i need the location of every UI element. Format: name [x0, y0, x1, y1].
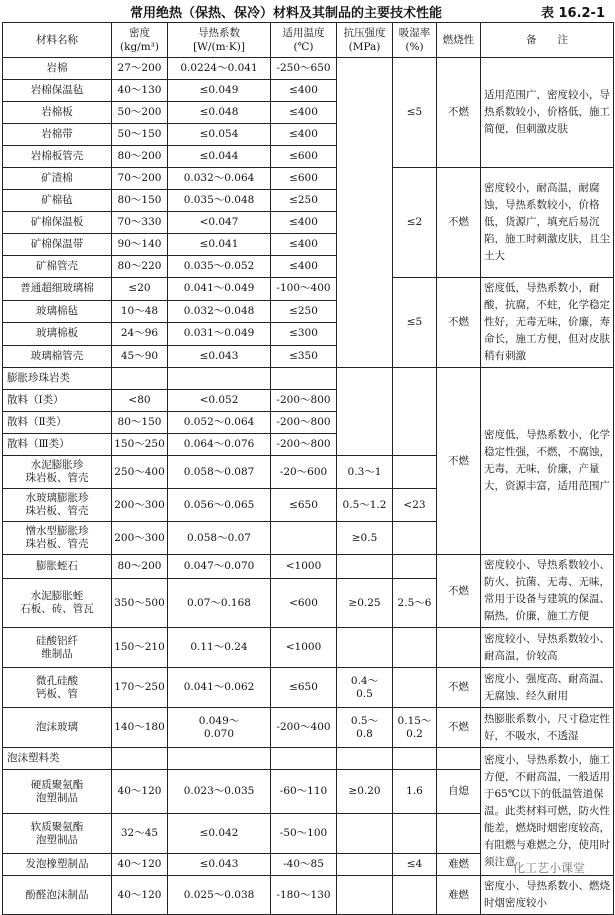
moisture: ≤5 [393, 58, 437, 168]
conductivity: 0.032～0.064 [168, 168, 271, 190]
category-name: 膨胀珍珠岩类 [3, 368, 112, 390]
strength: 0.5～1.2 [337, 489, 393, 522]
density: 80～200 [112, 146, 168, 168]
material-name: 水泥膨胀蛭 石板、砖、管瓦 [3, 579, 112, 628]
temperature: ≤400 [271, 102, 337, 124]
conductivity: 0.041～0.062 [168, 668, 271, 708]
flammability: 难燃 [437, 876, 481, 915]
density: 170～250 [112, 668, 168, 708]
material-name: 膨胀蛭石 [3, 555, 112, 579]
strength [337, 814, 393, 854]
density: 50～150 [112, 124, 168, 146]
density: 80～220 [112, 256, 168, 278]
temperature: -200～800 [271, 390, 337, 412]
conductivity: 0.031～0.049 [168, 323, 271, 346]
density: 70～200 [112, 168, 168, 190]
remark: 密度低，导热系数小，耐酸，抗腐，不蛀，化学稳定性好，无毒无味，价廉，寿命长，施工方便，但对皮肤稍有刺激 [481, 278, 614, 368]
temperature: ≤400 [271, 212, 337, 234]
moisture: ≤2 [393, 168, 437, 278]
temperature: <1000 [271, 628, 337, 668]
material-name: 水玻璃膨胀珍 珠岩板、管壳 [3, 489, 112, 522]
strength: ≥0.5 [337, 522, 393, 555]
col-flammability: 燃烧性 [437, 23, 481, 58]
conductivity: 0.058～0.07 [168, 522, 271, 555]
empty-cell [112, 748, 168, 770]
moisture: ≤5 [393, 278, 437, 368]
material-name: 矿棉管壳 [3, 256, 112, 278]
conductivity: 0.025～0.038 [168, 876, 271, 915]
conductivity: 0.023～0.035 [168, 770, 271, 814]
temperature: -50～100 [271, 814, 337, 854]
flammability: 不燃 [437, 278, 481, 368]
moisture [393, 628, 437, 668]
strength [337, 748, 393, 770]
strength [337, 58, 393, 368]
table-container [2, 22, 613, 909]
temperature: -100～400 [271, 278, 337, 301]
density: 150～210 [112, 628, 168, 668]
table-row [3, 876, 614, 915]
density: 80～200 [112, 555, 168, 579]
material-name: 矿棉保温板 [3, 212, 112, 234]
strength [337, 876, 393, 915]
density: 24～96 [112, 323, 168, 346]
temperature: ≤650 [271, 489, 337, 522]
conductivity: 0.058～0.087 [168, 456, 271, 489]
remark: 热膨胀系数小，尺寸稳定性好，不吸水，不透湿 [481, 708, 614, 748]
moisture [393, 456, 437, 489]
conductivity: 0.056～0.065 [168, 489, 271, 522]
temperature: ≤400 [271, 124, 337, 146]
temperature: -180～130 [271, 876, 337, 915]
conductivity: <0.052 [168, 390, 271, 412]
conductivity: 0.035～0.048 [168, 190, 271, 212]
temperature: <600 [271, 579, 337, 628]
conductivity: 0.0224～0.041 [168, 58, 271, 80]
col-density: 密度 (kg/m³) [112, 23, 168, 58]
moisture [393, 555, 437, 579]
conductivity: 0.047～0.070 [168, 555, 271, 579]
temperature: -20～600 [271, 456, 337, 489]
density: 140～180 [112, 708, 168, 748]
flammability: 不燃 [437, 58, 481, 168]
strength: 0.3～1 [337, 456, 393, 489]
table-row [3, 708, 614, 748]
material-name: 矿渣棉 [3, 168, 112, 190]
col-conductivity: 导热系数 [W/(m·K)] [168, 23, 271, 58]
material-name: 散料（Ⅰ类） [3, 390, 112, 412]
density: 80～150 [112, 190, 168, 212]
table-row [3, 58, 614, 80]
material-name: 玻璃棉毡 [3, 300, 112, 323]
material-name: 岩棉板管壳 [3, 146, 112, 168]
density: 45～90 [112, 345, 168, 368]
flammability: 难燃 [437, 854, 481, 876]
material-name: 玻璃棉板 [3, 323, 112, 346]
table-row [3, 368, 614, 390]
density: 90～140 [112, 234, 168, 256]
empty-cell [271, 748, 337, 770]
temperature: ≤250 [271, 190, 337, 212]
remark: 密度较小、导热系数较小、耐高温，价较高 [481, 628, 614, 668]
conductivity: 0.11～0.24 [168, 628, 271, 668]
strength: 0.4～ 0.5 [337, 668, 393, 708]
col-remarks: 备 注 [481, 23, 614, 58]
strength: 0.5～ 0.8 [337, 708, 393, 748]
material-name: 散料（Ⅲ类） [3, 434, 112, 456]
remark: 密度小，导热系数小，施工方便，不耐高温，一般适用于65℃以下的低温管道保温。此类材料可燃，防火性能差，燃烧时烟密度较高，有阻燃与难燃之分，使用时须注意 [481, 748, 614, 876]
material-name: 泡沫玻璃 [3, 708, 112, 748]
empty-cell [168, 368, 271, 390]
conductivity: ≤0.042 [168, 814, 271, 854]
material-name: 矿棉毡 [3, 190, 112, 212]
remark: 密度小、导热系数小、燃烧时烟密度较小 [481, 876, 614, 915]
material-name: 岩棉 [3, 58, 112, 80]
conductivity: ≤0.054 [168, 124, 271, 146]
conductivity: 0.049～ 0.070 [168, 708, 271, 748]
temperature: ≤650 [271, 668, 337, 708]
conductivity: ≤0.049 [168, 80, 271, 102]
table-row [3, 555, 614, 579]
remark: 密度较小、导热系数较小、防火、抗菌、无毒、无味，常用于设备与建筑的保温、隔热，价廉，施工方便 [481, 555, 614, 628]
material-name: 硬质聚氨酯 泡塑制品 [3, 770, 112, 814]
density: 32～45 [112, 814, 168, 854]
material-name: 微孔硅酸 钙板、管 [3, 668, 112, 708]
conductivity: ≤0.044 [168, 146, 271, 168]
flammability [437, 748, 481, 770]
material-name: 岩棉保温毡 [3, 80, 112, 102]
material-name: 散料（Ⅱ类） [3, 412, 112, 434]
temperature: ≤300 [271, 323, 337, 346]
strength: ≥0.20 [337, 770, 393, 814]
temperature: ≤400 [271, 80, 337, 102]
density: 40～130 [112, 80, 168, 102]
flammability: 不燃 [437, 708, 481, 748]
density: <80 [112, 390, 168, 412]
flammability [437, 814, 481, 854]
conductivity: ≤0.041 [168, 234, 271, 256]
moisture: 0.15～ 0.2 [393, 708, 437, 748]
material-name: 发泡橡塑制品 [3, 854, 112, 876]
remark: 密度小、强度高、耐高温、无腐蚀、经久耐用 [481, 668, 614, 708]
density: 200～300 [112, 489, 168, 522]
flammability: 不燃 [437, 668, 481, 708]
properties-table [2, 22, 614, 915]
moisture [393, 522, 437, 555]
flammability: 自熄 [437, 770, 481, 814]
density: 200～300 [112, 522, 168, 555]
conductivity: 0.035～0.052 [168, 256, 271, 278]
material-name: 普通超细玻璃棉 [3, 278, 112, 301]
empty-cell [112, 368, 168, 390]
conductivity: ≤0.043 [168, 854, 271, 876]
temperature: ≤600 [271, 168, 337, 190]
col-moisture: 吸湿率 (%) [393, 23, 437, 58]
col-temperature: 适用温度 (℃) [271, 23, 337, 58]
material-name: 玻璃棉管壳 [3, 345, 112, 368]
moisture [393, 876, 437, 915]
temperature: -200～800 [271, 434, 337, 456]
density: 80～150 [112, 412, 168, 434]
moisture: 1.6 [393, 770, 437, 814]
watermark-text: 化工艺小课堂 [512, 861, 585, 875]
density: 10～48 [112, 300, 168, 323]
category-name: 泡沫塑料类 [3, 748, 112, 770]
remark: 密度较小，耐高温，耐腐蚀，导热系数较小，价格低，货源广，填充后易沉陷，施工时刺激皮肤，且尘土大 [481, 168, 614, 278]
density: 50～200 [112, 102, 168, 124]
conductivity: 0.064～0.076 [168, 434, 271, 456]
conductivity: <0.047 [168, 212, 271, 234]
density: 40～120 [112, 876, 168, 915]
density: 27～200 [112, 58, 168, 80]
material-name: 软质聚氨酯 泡塑制品 [3, 814, 112, 854]
material-name: 硅酸铝纤 维制品 [3, 628, 112, 668]
temperature: ≤400 [271, 256, 337, 278]
material-name: 岩棉带 [3, 124, 112, 146]
moisture [393, 668, 437, 708]
col-strength: 抗压强度 (MPa) [337, 23, 393, 58]
col-material: 材料名称 [3, 23, 112, 58]
density: 70～330 [112, 212, 168, 234]
flammability: 不燃 [437, 555, 481, 628]
material-name: 酚醛泡沫制品 [3, 876, 112, 915]
material-name: 憎水型膨胀珍 珠岩板、管壳 [3, 522, 112, 555]
strength [337, 854, 393, 876]
density: 40～120 [112, 770, 168, 814]
temperature: ≤400 [271, 234, 337, 256]
empty-cell [271, 368, 337, 390]
temperature: -200～800 [271, 412, 337, 434]
temperature: ≤350 [271, 345, 337, 368]
table-title-bar [0, 0, 615, 22]
density: 40～120 [112, 854, 168, 876]
flammability: 不燃 [437, 368, 481, 555]
strength [337, 368, 393, 456]
table-row [3, 748, 614, 770]
strength: ≥0.25 [337, 579, 393, 628]
flammability: 不燃 [437, 168, 481, 278]
temperature: -60～110 [271, 770, 337, 814]
remark: 适用范围广，密度较小，导热系数较小，价格低，施工简便，但刺激皮肤 [481, 58, 614, 168]
table-row [3, 628, 614, 668]
table-row [3, 168, 614, 190]
moisture: <23 [393, 489, 437, 522]
moisture: 2.5～6 [393, 579, 437, 628]
material-name: 水泥膨胀珍 珠岩板、管壳 [3, 456, 112, 489]
strength [337, 628, 393, 668]
temperature: ≤600 [271, 146, 337, 168]
temperature: ≤250 [271, 300, 337, 323]
temperature: <1000 [271, 555, 337, 579]
conductivity: ≤0.048 [168, 102, 271, 124]
density: ≤20 [112, 278, 168, 301]
temperature [271, 522, 337, 555]
density: 350～500 [112, 579, 168, 628]
moisture: ≤4 [393, 854, 437, 876]
empty-cell [168, 748, 271, 770]
moisture [393, 748, 437, 770]
table-row [3, 278, 614, 301]
material-name: 岩棉板 [3, 102, 112, 124]
conductivity: 0.032～0.048 [168, 300, 271, 323]
table-number: 表 16.2-1 [540, 6, 605, 21]
conductivity: 0.052～0.064 [168, 412, 271, 434]
table-header [3, 23, 614, 58]
moisture [393, 814, 437, 854]
strength [337, 555, 393, 579]
temperature: -40～85 [271, 854, 337, 876]
density: 150～250 [112, 434, 168, 456]
conductivity: 0.07～0.168 [168, 579, 271, 628]
remark: 密度低，导热系数小，化学稳定性强，不燃，不腐蚀，无毒，无味，价廉，产量大，资源丰富，适用范围广 [481, 368, 614, 555]
material-name: 矿棉保温带 [3, 234, 112, 256]
table-title: 常用绝热（保热、保冷）材料及其制品的主要技术性能 [130, 6, 443, 21]
conductivity: ≤0.043 [168, 345, 271, 368]
conductivity: 0.041～0.049 [168, 278, 271, 301]
temperature: -200～400 [271, 708, 337, 748]
temperature: -250～650 [271, 58, 337, 80]
table-row [3, 668, 614, 708]
flammability [437, 628, 481, 668]
moisture [393, 368, 437, 456]
density: 250～400 [112, 456, 168, 489]
